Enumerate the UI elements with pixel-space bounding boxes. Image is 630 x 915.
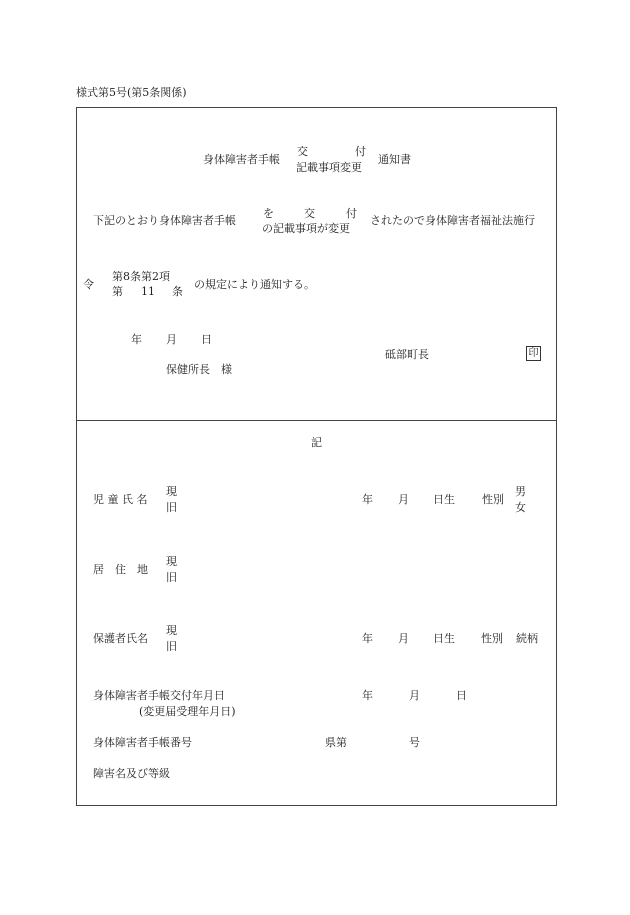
guardian-name-current: 現 — [166, 624, 177, 637]
disability-label: 障害名及び等級 — [93, 767, 170, 780]
guardian-name-former: 旧 — [166, 640, 177, 653]
notice-body-option-issue-3: 付 — [346, 207, 357, 220]
notice-body-option-issue-1: を — [263, 207, 274, 220]
child-name-current: 現 — [166, 485, 177, 498]
law-prefix: 令 — [83, 278, 94, 291]
notice-title-option-change: 記載事項変更 — [296, 161, 362, 174]
number-suffix: 号 — [409, 736, 420, 749]
notice-title-option-issue-1: 交 — [297, 145, 308, 158]
issue-month: 月 — [409, 689, 420, 702]
change-date-label: (変更届受理年月日) — [139, 705, 236, 718]
notice-body-prefix: 下記のとおり身体障害者手帳 — [93, 214, 236, 227]
notice-title-option-issue-2: 付 — [355, 145, 366, 158]
guardian-birth-year: 年 — [362, 632, 373, 645]
guardian-name-label: 保護者氏名 — [93, 632, 148, 645]
notice-body-option-change: の記載事項が変更 — [262, 222, 350, 235]
sex-female: 女 — [515, 501, 526, 514]
form-code: 様式第5号(第5条関係) — [76, 86, 187, 99]
birth-day: 日生 — [433, 493, 455, 506]
notice-section — [76, 107, 557, 421]
law-option-article-11-3: 条 — [172, 285, 183, 298]
details-heading: 記 — [311, 436, 322, 449]
law-option-article-11-2: 11 — [141, 285, 155, 298]
birth-year: 年 — [362, 493, 373, 506]
sex-male: 男 — [515, 485, 526, 498]
issue-date-label: 身体障害者手帳交付年月日 — [93, 689, 225, 702]
notice-date-day: 日 — [201, 333, 212, 346]
law-option-article-11-1: 第 — [112, 285, 123, 298]
guardian-birth-day: 日生 — [433, 632, 455, 645]
issue-year: 年 — [362, 689, 373, 702]
seal-mark: 印 — [526, 346, 541, 361]
child-sex-label: 性別 — [482, 493, 504, 506]
notice-title-prefix: 身体障害者手帳 — [203, 153, 280, 166]
issuer: 砥部町長 — [385, 348, 429, 361]
relation-label: 続柄 — [516, 632, 538, 645]
law-option-article-8: 第8条第2項 — [112, 270, 170, 283]
prefecture-number-label: 県第 — [325, 736, 347, 749]
notice-date-month: 月 — [166, 333, 177, 346]
law-suffix: の規定により通知する。 — [194, 278, 315, 291]
notice-title-suffix: 通知書 — [378, 153, 411, 166]
address-label: 居 住 地 — [93, 563, 148, 576]
guardian-birth-month: 月 — [398, 632, 409, 645]
child-name-former: 旧 — [166, 501, 177, 514]
address-current: 現 — [166, 555, 177, 568]
handbook-number-label: 身体障害者手帳番号 — [93, 736, 192, 749]
notice-body-suffix: されたので身体障害者福祉法施行 — [370, 214, 535, 227]
issue-day: 日 — [456, 689, 467, 702]
notice-date-year: 年 — [131, 333, 142, 346]
address-former: 旧 — [166, 571, 177, 584]
child-name-label: 児 童 氏 名 — [93, 493, 148, 506]
guardian-sex-label: 性別 — [481, 632, 503, 645]
birth-month: 月 — [398, 493, 409, 506]
notice-body-option-issue-2: 交 — [304, 207, 315, 220]
addressee: 保健所長 様 — [166, 363, 232, 376]
